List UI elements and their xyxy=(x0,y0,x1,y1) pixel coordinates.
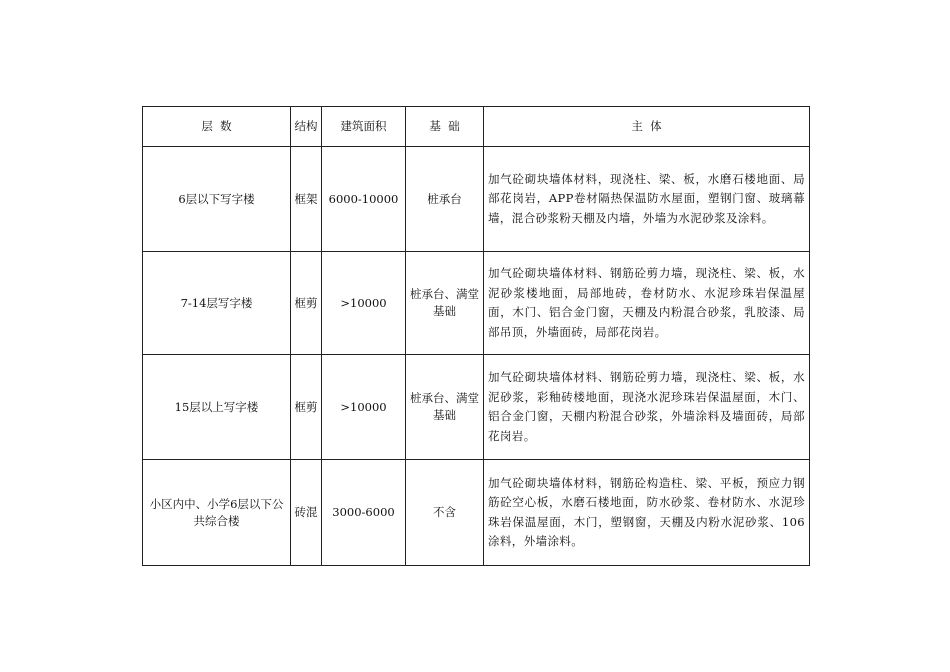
cell-main: 加气砼砌块墙体材料、钢筋砼剪力墙，现浇柱、梁、板，水泥砂浆，彩釉砖楼地面，现浇水泥珍珠岩保温屋面，木门、铝合金门窗，天棚内粉混合砂浆，外墙涂料及墙面砖，局部花岗岩。 xyxy=(484,355,810,460)
cell-structure: 砖混 xyxy=(291,460,322,566)
cell-main: 加气砼砌块墙体材料、钢筋砼剪力墙，现浇柱、梁、板，水泥砂浆楼地面，局部地砖，卷材防水、水泥珍珠岩保温屋面，木门、铝合金门窗，天棚及内粉混合砂浆，乳胶漆、局部吊顶，外墙面砖，局部花岗岩。 xyxy=(484,252,810,355)
cell-structure: 框架 xyxy=(291,147,322,252)
table-row xyxy=(143,355,810,460)
cell-structure: 框剪 xyxy=(291,252,322,355)
header-main: 主 体 xyxy=(484,107,810,147)
cell-foundation: 桩承台 xyxy=(406,147,484,252)
table-row xyxy=(143,252,810,355)
cell-main: 加气砼砌块墙体材料，钢筋砼构造柱、梁、平板，预应力钢筋砼空心板，水磨石楼地面，防水砂浆、卷材防水、水泥珍珠岩保温屋面，木门，塑钢窗，天棚及内粉水泥砂浆、106涂料，外墙涂料。 xyxy=(484,460,810,566)
cell-area: 3000-6000 xyxy=(322,460,406,566)
header-foundation: 基 础 xyxy=(406,107,484,147)
cell-area: >10000 xyxy=(322,355,406,460)
cell-main: 加气砼砌块墙体材料，现浇柱、梁、板，水磨石楼地面、局部花岗岩，APP卷材隔热保温防水屋面，塑钢门窗、玻璃幕墙，混合砂浆粉天棚及内墙，外墙为水泥砂浆及涂料。 xyxy=(484,147,810,252)
table-row xyxy=(143,460,810,566)
building-spec-table xyxy=(142,106,810,566)
cell-foundation: 不含 xyxy=(406,460,484,566)
header-row xyxy=(143,107,810,147)
cell-area: >10000 xyxy=(322,252,406,355)
cell-floors: 15层以上写字楼 xyxy=(143,355,291,460)
header-structure: 结构 xyxy=(291,107,322,147)
cell-foundation: 桩承台、满堂基础 xyxy=(406,252,484,355)
cell-foundation: 桩承台、满堂基础 xyxy=(406,355,484,460)
cell-floors: 小区内中、小学6层以下公共综合楼 xyxy=(143,460,291,566)
header-floors: 层 数 xyxy=(143,107,291,147)
header-area: 建筑面积 xyxy=(322,107,406,147)
cell-structure: 框剪 xyxy=(291,355,322,460)
cell-area: 6000-10000 xyxy=(322,147,406,252)
cell-floors: 6层以下写字楼 xyxy=(143,147,291,252)
table-row xyxy=(143,147,810,252)
cell-floors: 7-14层写字楼 xyxy=(143,252,291,355)
